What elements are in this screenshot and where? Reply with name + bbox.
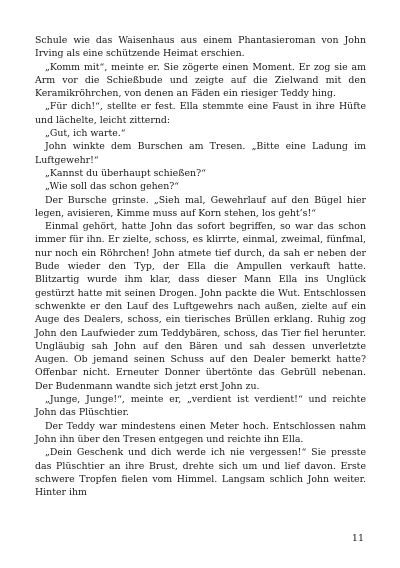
paragraph: John winkte dem Burschen am Tresen. „Bitte eine Ladung im Luftgewehr!“ bbox=[35, 141, 366, 166]
paragraph: „Für dich!“, stellte er fest. Ella stemmte eine Faust in ihre Hüfte und lächelte, leicht zitternd: bbox=[35, 101, 366, 126]
paragraph: Schule wie das Waisenhaus aus einem Phantasieroman von John Irving als eine schützende Heimat erschien. bbox=[35, 35, 366, 60]
paragraph: „Kannst du überhaupt schießen?“ bbox=[45, 167, 206, 179]
paragraph: Der Teddy war mindestens einen Meter hoch. Entschlossen nahm John ihn über den Tresen entgegen und reichte ihn Ella. bbox=[35, 420, 366, 445]
paragraph: „Wie soll das schon gehen?“ bbox=[45, 181, 180, 193]
paragraph: „Komm mit“, meinte er. Sie zögerte einen Moment. Er zog sie am Arm vor die Schießbude und zeigte auf die Zielwand mit den Keramikröhrchen, von denen an Fäden ein riesiger Teddy hing. bbox=[35, 61, 366, 100]
paragraph: „Dein Geschenk und dich werde ich nie vergessen!“ Sie presste das Plüschtier an ihre Brust, drehte sich um und lief davon. Erste schwere Tropfen fielen vom Himmel. Langsam schlich John weiter. Hinter ihm bbox=[35, 447, 366, 499]
paragraph: „Gut, ich warte.“ bbox=[45, 128, 126, 140]
body-text bbox=[35, 34, 366, 499]
paragraph: Der Bursche grinste. „Sieh mal, Gewehrlauf auf den Bügel hier legen, avisieren, Kimme muss auf Korn stehen, los geht’s!“ bbox=[35, 194, 366, 219]
paragraph: Einmal gehört, hatte John das sofort begriffen, so war das schon immer für ihn. Er zielte, schoss, es klirrte, einmal, zweimal, fünfmal, nur noch ein Röhrchen! John atmete tief durch, da sah er neben der Bude wieder den Typ, der Ella die Ampullen verkauft hatte. Blitzartig wurde ihm klar, dass dieser Mann Ella ins Unglück gestürzt hatte mit seinen Drogen. John packte die Wut. Entschlossen schwenkte er den Lauf des Luftgewehrs nach außen, zielte auf ein Auge des Dealers, schoss, ein tierisches Brüllen erklang. Ruhig zog John den Laufwieder zum Teddybären, schoss, das Tier fiel herunter. Ungläubig sah John auf den Bären und sah dessen unverletzte Augen. Ob jemand seinen Schuss auf den Dealer bemerkt hatte? Offenbar nicht. Erneuter Donner übertönte das Gebrüll nebenan. Der Budenmann wandte sich jetzt erst John zu. bbox=[35, 221, 366, 392]
page-number: 11 bbox=[351, 533, 364, 544]
paragraph: „Junge, Junge!“, meinte er, „verdient ist verdient!“ und reichte John das Plüschtier. bbox=[35, 394, 366, 419]
